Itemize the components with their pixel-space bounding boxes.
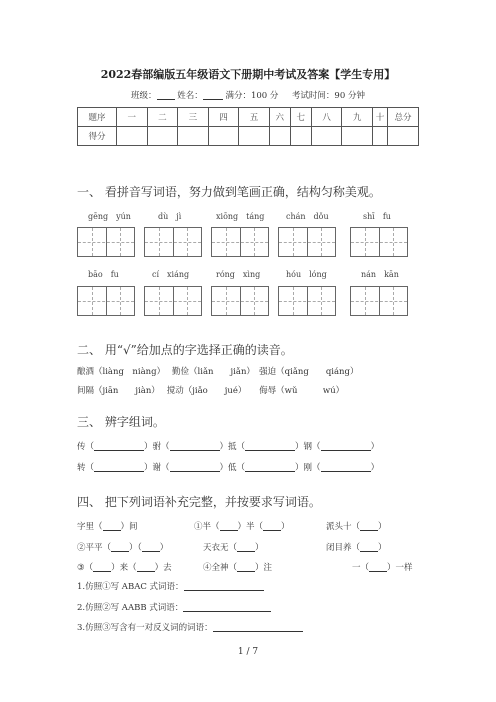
char-label: ）谢（	[144, 463, 170, 473]
idiom-text: 闭目养（	[326, 543, 361, 553]
writing-box[interactable]	[278, 227, 336, 257]
score-header-cell: 五	[239, 108, 270, 127]
idiom-item	[77, 561, 172, 573]
idiom-text: ）	[281, 522, 290, 532]
score-cell[interactable]	[117, 127, 148, 146]
writing-box[interactable]	[144, 227, 202, 257]
writing-box[interactable]	[350, 286, 408, 316]
answer-blank[interactable]	[170, 462, 220, 472]
answer-blank[interactable]	[142, 542, 160, 552]
section-1-heading: 一、 看拼音写词语，努力做到笔画正确，结构匀称美观。	[77, 185, 381, 199]
pinyin-label: gēng yún	[88, 212, 131, 221]
answer-blank[interactable]	[360, 542, 378, 552]
pinyin-label: xiōng táng	[216, 212, 265, 221]
question-line	[77, 621, 303, 633]
writing-box[interactable]	[211, 227, 269, 257]
pinyin-label: dù jì	[158, 212, 182, 221]
char-label: 转（	[77, 463, 95, 473]
reading-choice-line: 间隔（jiān jiàn） 搅动（jiǎo jué） 侮辱（wǔ wú）	[77, 386, 345, 396]
section-4-heading: 四、 把下列词语补充完整，并按要求写词语。	[77, 495, 321, 509]
answer-blank[interactable]	[103, 521, 121, 531]
score-header-cell: 总分	[388, 108, 419, 127]
char-label: ）驸（	[144, 442, 170, 452]
idiom-text: ）去	[154, 563, 172, 573]
score-header-cell: 四	[208, 108, 239, 127]
score-header-cell: 七	[290, 108, 311, 127]
score-row-label: 得分	[78, 127, 117, 146]
word-group-line	[77, 461, 379, 473]
writing-box[interactable]	[350, 227, 408, 257]
answer-blank[interactable]	[170, 441, 220, 451]
idiom-text: 天衣无（	[203, 543, 238, 553]
class-blank	[157, 90, 175, 100]
score-cell[interactable]	[178, 127, 209, 146]
question-text: 1.仿照①写 ABAC 式词语：	[77, 582, 184, 592]
page-number: 1 / 7	[237, 647, 259, 657]
answer-blank[interactable]	[263, 521, 281, 531]
idiom-item	[352, 561, 413, 573]
answer-blank[interactable]	[321, 462, 371, 472]
score-header-cell: 六	[269, 108, 290, 127]
name-label: 姓名：	[177, 91, 203, 101]
answer-blank[interactable]	[245, 441, 295, 451]
score-cell[interactable]	[290, 127, 311, 146]
score-cell[interactable]	[269, 127, 290, 146]
class-label: 班级：	[131, 91, 157, 101]
answer-blank[interactable]	[369, 562, 387, 572]
idiom-item	[326, 520, 387, 532]
answer-blank[interactable]	[245, 462, 295, 472]
idiom-text: ）间	[120, 522, 138, 532]
idiom-text: 字里（	[77, 522, 103, 532]
score-cell[interactable]	[342, 127, 373, 146]
idiom-item	[203, 561, 272, 573]
idiom-text: 一（	[352, 563, 370, 573]
score-header-cell: 二	[147, 108, 178, 127]
char-label: ）钢（	[295, 442, 321, 452]
pinyin-label: shī fu	[363, 212, 391, 221]
name-blank	[203, 90, 223, 100]
question-line	[77, 601, 271, 613]
reading-choice-line: 酿酒（liàng niàng） 勤俭（liǎn jiǎn） 强迫（qiǎng qiáng）	[77, 367, 359, 377]
idiom-item	[203, 541, 264, 553]
answer-blank[interactable]	[94, 441, 144, 451]
idiom-item	[326, 541, 387, 553]
answer-blank[interactable]	[94, 462, 144, 472]
answer-blank[interactable]	[93, 562, 111, 572]
pinyin-label: hóu lóng	[286, 270, 327, 279]
score-cell[interactable]	[388, 127, 419, 146]
idiom-text: ）来（	[111, 563, 137, 573]
exam-info	[0, 89, 496, 101]
char-label: ）	[370, 463, 380, 473]
idiom-text: ）	[159, 543, 169, 553]
score-header-cell: 一	[117, 108, 148, 127]
answer-blank[interactable]	[137, 562, 155, 572]
idiom-text: ②平平（	[77, 543, 112, 553]
idiom-text: ）（	[129, 543, 142, 553]
char-label: ）抵（	[219, 442, 246, 452]
score-header-cell: 题序	[78, 108, 117, 127]
score-cell[interactable]	[311, 127, 342, 146]
idiom-text: ）	[378, 522, 387, 532]
answer-blank[interactable]	[111, 542, 129, 552]
answer-blank[interactable]	[360, 521, 378, 531]
idiom-item	[77, 541, 168, 553]
writing-box[interactable]	[278, 286, 336, 316]
pinyin-label: chán dǒu	[286, 212, 329, 221]
score-table	[77, 107, 419, 146]
idiom-text: ①半（	[194, 522, 220, 532]
score-cell[interactable]	[147, 127, 178, 146]
question-text: 3.仿照③写含有一对反义词的词语：	[77, 623, 213, 633]
idiom-item	[77, 520, 138, 532]
word-group-line	[77, 440, 379, 452]
answer-blank[interactable]	[237, 562, 255, 572]
writing-box[interactable]	[77, 227, 135, 257]
score-header-cell: 十	[373, 108, 388, 127]
score-header-cell: 三	[178, 108, 209, 127]
char-label: 传（	[77, 442, 95, 452]
idiom-text: ）	[378, 543, 387, 553]
section-3-heading: 三、 辨字组词。	[77, 415, 165, 429]
idiom-text: 派头十（	[326, 522, 361, 532]
section-2-heading: 二、 用“√”给加点的字选择正确的读音。	[77, 343, 293, 357]
page-title: 2022春部编版五年级语文下册期中考试及答案【学生专用】	[100, 68, 396, 81]
writing-box[interactable]	[211, 286, 269, 316]
score-cell[interactable]	[239, 127, 270, 146]
exam-time: 考试时间：90 分钟	[291, 91, 365, 101]
char-label: ）刚（	[295, 463, 321, 473]
char-label: ）低（	[219, 463, 246, 473]
pinyin-label: nán kān	[361, 270, 399, 279]
answer-blank[interactable]	[237, 542, 255, 552]
char-label: ）	[370, 442, 380, 452]
score-cell[interactable]	[373, 127, 388, 146]
question-text: 2.仿照②写 AABB 式词语：	[77, 603, 184, 613]
idiom-text: ③（	[77, 563, 94, 573]
score-table-header-row	[78, 108, 419, 127]
answer-blank[interactable]	[184, 581, 264, 591]
writing-box[interactable]	[144, 286, 202, 316]
idiom-text: ）	[255, 543, 264, 553]
answer-blank[interactable]	[213, 622, 303, 632]
pinyin-label: róng xìng	[216, 270, 261, 279]
idiom-text: ）注	[255, 563, 273, 573]
score-cell[interactable]	[208, 127, 239, 146]
pinyin-label: bāo fu	[88, 270, 119, 279]
idiom-text: ④全神（	[203, 563, 238, 573]
answer-blank[interactable]	[220, 521, 238, 531]
question-line	[77, 580, 264, 592]
idiom-text: ）一样	[387, 563, 413, 573]
full-score: 满分：100 分	[225, 91, 279, 101]
pinyin-label: cí xiáng	[152, 270, 190, 279]
writing-box[interactable]	[77, 286, 135, 316]
score-header-cell: 八	[311, 108, 342, 127]
answer-blank[interactable]	[321, 441, 371, 451]
score-header-cell: 九	[342, 108, 373, 127]
answer-blank[interactable]	[183, 602, 271, 612]
idiom-text: ）半（	[237, 522, 264, 532]
idiom-item	[194, 520, 290, 532]
score-table-score-row	[78, 127, 419, 146]
